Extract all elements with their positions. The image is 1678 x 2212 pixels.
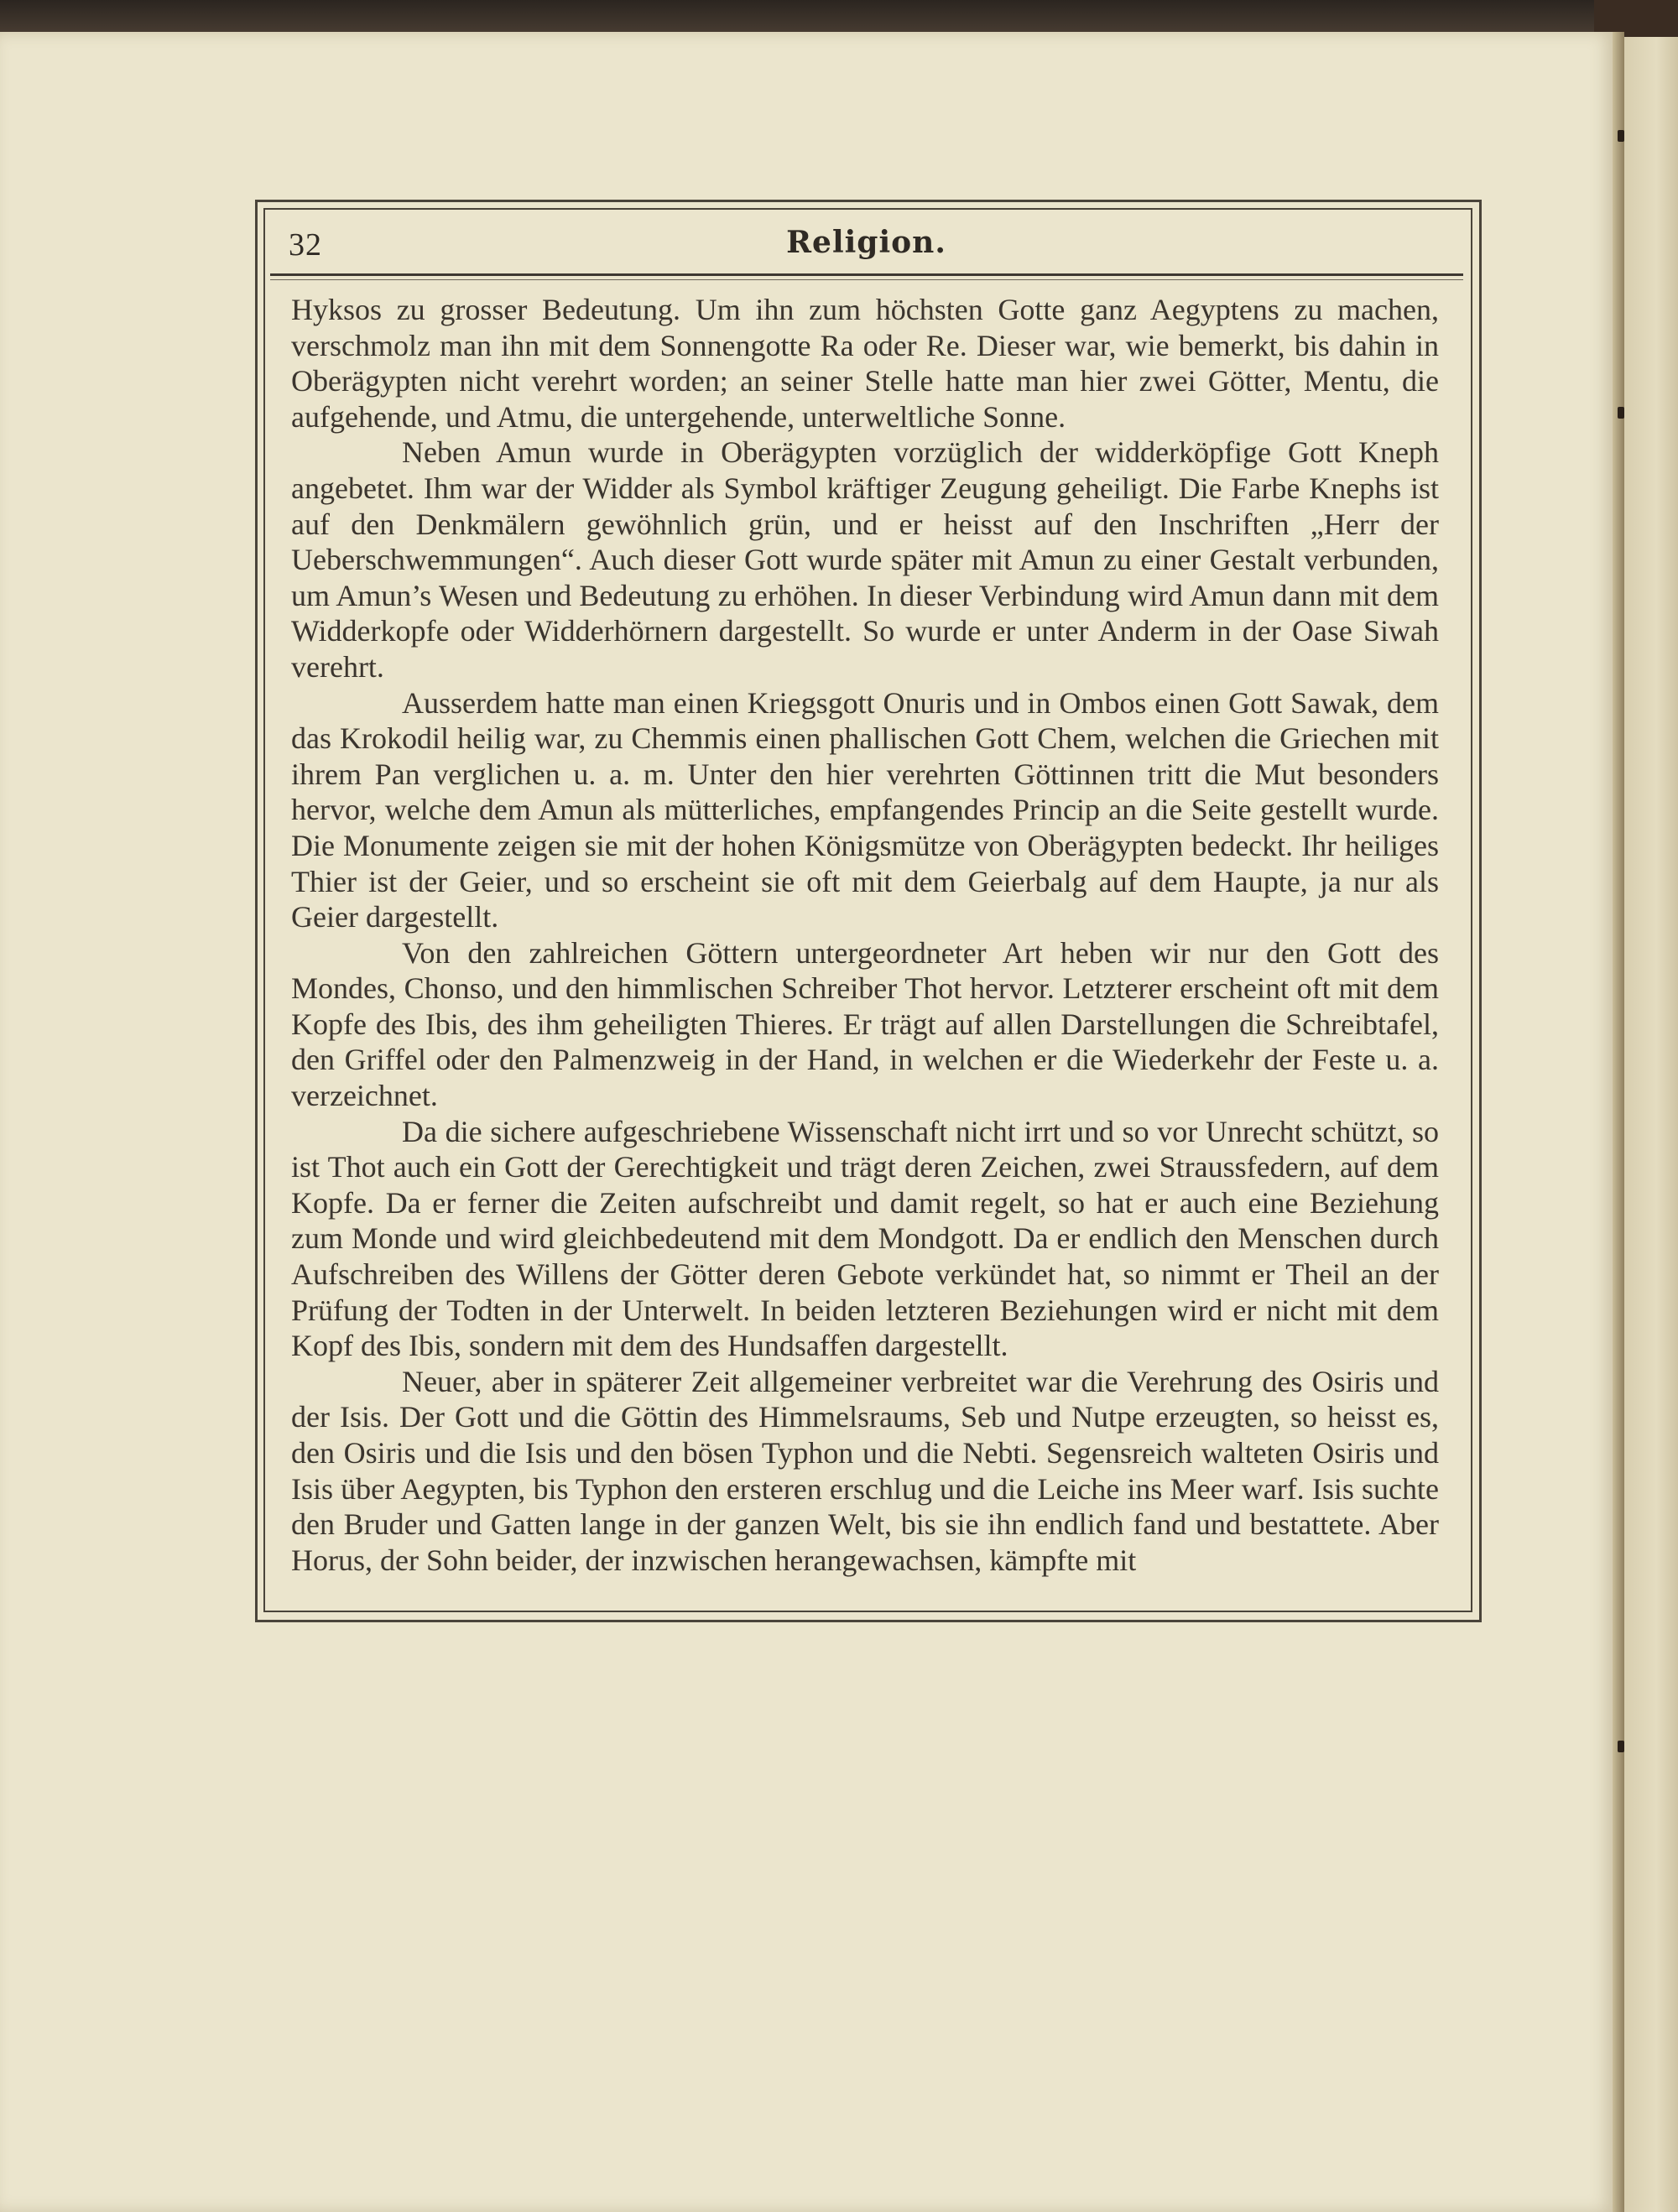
edge-mark: [1618, 130, 1624, 142]
page-edge: [1613, 32, 1624, 2212]
adjacent-page-strip: [1624, 37, 1678, 2212]
paragraph: Hyksos zu grosser Bedeutung. Um ihn zum höchsten Gotte ganz Aegyptens zu machen, verschmolz man ihn mit dem Sonnengotte Ra oder Re. Dieser war, wie bemerkt, bis dahin in Oberägypten nicht verehrt worden; an seiner Stelle hatte man hier zwei Götter, Mentu, die aufgehende, und Atmu, die untergehende, unterweltliche Sonne.: [291, 293, 1439, 434]
header-rule: [270, 273, 1463, 276]
paragraph: Neuer, aber in späterer Zeit allgemeiner verbreitet war die Verehrung des Osiris und der Isis. Der Gott und die Göttin des Himmelsraums, Seb und Nutpe erzeugten, so heisst es, den Osiris und die Isis und den bösen Typhon und die Nebti. Segensreich walteten Osiris und Isis über Aegypten, bis Typhon den ersteren erschlug und die Leiche ins Meer warf. Isis suchte den Bruder und Gatten lange in der ganzen Welt, bis sie ihn endlich fand und bestattete. Aber Horus, der Sohn beider, der inzwischen herangewachsen, kämpfte mit: [291, 1364, 1439, 1577]
paragraph: Von den zahlreichen Göttern untergeordneter Art heben wir nur den Gott des Mondes, Chonso, und den himmlischen Schreiber Thot hervor. Letzterer erscheint oft mit dem Kopfe des Ibis, des ihm geheiligten Thieres. Er trägt auf allen Darstellungen die Schreibtafel, den Griffel oder den Palmenzweig in der Hand, in welchen er die Wiederkehr der Feste u. a. verzeichnet.: [291, 935, 1439, 1113]
header-rule-thin: [270, 279, 1463, 280]
paragraph: Ausserdem hatte man einen Kriegsgott Onuris und in Ombos einen Gott Sawak, dem das Krokodil heilig war, zu Chemmis einen phallischen Gott Chem, welchen die Griechen mit ihrem Pan verglichen u. a. m. Unter den hier verehrten Göttinnen tritt die Mut besonders hervor, welche dem Amun als mütterliches, empfangendes Princip an die Seite gestellt wurde. Die Monumente zeigen sie mit der hohen Königsmütze von Oberägypten bedeckt. Ihr heiliges Thier ist der Geier, und so erscheint sie oft mit dem Geierbalg auf dem Haupte, ja nur als Geier dargestellt.: [291, 685, 1439, 934]
page-number: 32: [289, 227, 322, 263]
running-head: Religion.: [786, 225, 946, 260]
body-text: [291, 292, 1439, 1578]
page-header: [263, 225, 1469, 272]
paragraph: Neben Amun wurde in Oberägypten vorzüglich der widderköpfige Gott Kneph angebetet. Ihm war der Widder als Symbol kräftiger Zeugung geheiligt. Die Farbe Knephs ist auf den Denkmälern gewöhnlich grün, und er heisst auf den Inschriften „Herr der Ueberschwemmungen“. Auch dieser Gott wurde später mit Amun zu einer Gestalt verbunden, um Amun’s Wesen und Bedeutung zu erhöhen. In dieser Verbindung wird Amun dann mit dem Widderkopfe oder Widderhörnern dargestellt. So wurde er unter Anderm in der Oase Siwah verehrt.: [291, 435, 1439, 684]
edge-mark: [1618, 407, 1624, 419]
edge-mark: [1618, 1741, 1624, 1752]
paragraph: Da die sichere aufgeschriebene Wissenschaft nicht irrt und so vor Unrecht schützt, so ist Thot auch ein Gott der Gerechtigkeit und trägt deren Zeichen, zwei Straussfedern, auf dem Kopfe. Da er ferner die Zeiten aufschreibt und damit regelt, so hat er auch eine Beziehung zum Monde und wird gleichbedeutend mit dem Mondgott. Da er endlich den Menschen durch Aufschreiben des Willens der Götter deren Gebote verkündet hat, so nimmt er Theil an der Prüfung der Todten in der Unterwelt. In beiden letzteren Beziehungen wird er nicht mit dem Kopf des Ibis, sondern mit dem des Hundsaffen dargestellt.: [291, 1114, 1439, 1363]
